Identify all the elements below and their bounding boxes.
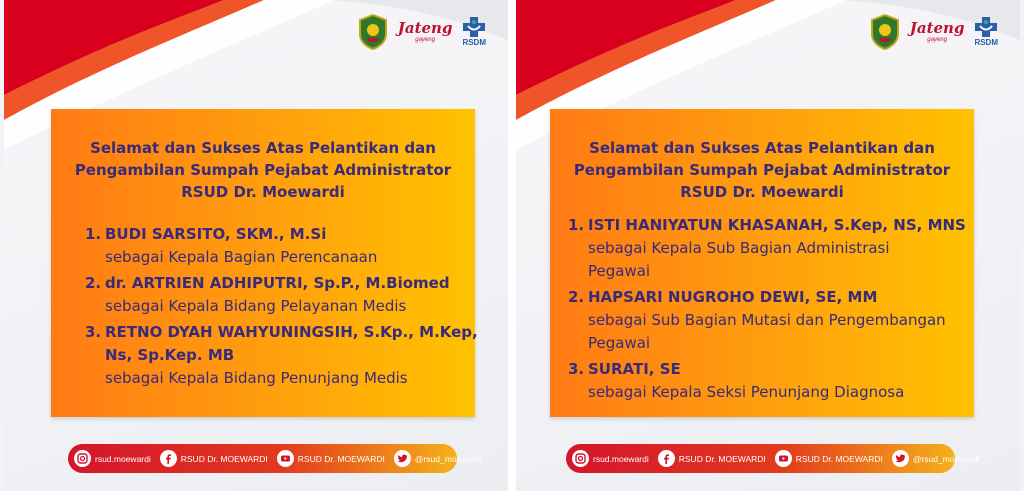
heading-line: Pengambilan Sumpah Pejabat Administrator bbox=[74, 161, 452, 179]
item-number: 2. bbox=[568, 288, 585, 306]
facebook-icon bbox=[160, 450, 177, 467]
list-item bbox=[85, 321, 478, 390]
facebook-page: RSUD Dr. MOEWARDI bbox=[678, 453, 766, 464]
appointee-role: sebagai Kepala Bidang Pelayanan Medis bbox=[105, 297, 407, 315]
announcement-heading bbox=[550, 137, 974, 203]
facebook-page: RSUD Dr. MOEWARDI bbox=[180, 453, 268, 464]
item-number: 2. bbox=[85, 274, 102, 292]
social-twitter[interactable] bbox=[892, 450, 980, 467]
social-facebook[interactable] bbox=[160, 450, 268, 467]
instagram-icon bbox=[572, 450, 589, 467]
rsdm-logo-text: RSDM bbox=[974, 38, 998, 47]
appointee-name: HAPSARI NUGROHO DEWI, SE, MM bbox=[588, 288, 878, 306]
rsdm-logo bbox=[462, 17, 486, 47]
appointee-name-continued: Ns, Sp.Kep. MB bbox=[105, 346, 235, 364]
social-media-bar bbox=[68, 444, 482, 473]
twitter-handle: @rsud_moewardi bbox=[912, 453, 980, 464]
central-java-emblem-icon bbox=[870, 14, 900, 50]
header-logos bbox=[870, 14, 998, 50]
list-item bbox=[568, 358, 964, 404]
jateng-gayeng-logo bbox=[398, 21, 453, 43]
youtube-channel: RSUD Dr. MOEWARDI bbox=[297, 453, 385, 464]
central-java-emblem-icon bbox=[358, 14, 388, 50]
congratulation-box bbox=[550, 109, 974, 417]
appointee-name: ISTI HANIYATUN KHASANAH, S.Kep, NS, MNS bbox=[588, 216, 966, 234]
heading-line: RSUD Dr. Moewardi bbox=[680, 183, 844, 201]
twitter-icon bbox=[394, 450, 411, 467]
appointee-name: dr. ARTRIEN ADHIPUTRI, Sp.P., M.Biomed bbox=[105, 274, 450, 292]
social-youtube[interactable] bbox=[775, 450, 883, 467]
social-instagram[interactable] bbox=[74, 450, 151, 467]
rsdm-emblem-icon bbox=[463, 17, 485, 37]
jateng-logo-text: Jateng bbox=[397, 19, 453, 37]
jateng-gayeng-logo bbox=[910, 21, 965, 43]
announcement-panel-left bbox=[4, 0, 508, 491]
heading-line: Selamat dan Sukses Atas Pelantikan dan bbox=[589, 139, 935, 157]
congratulation-box bbox=[51, 109, 478, 417]
list-item bbox=[85, 272, 465, 318]
item-number: 3. bbox=[568, 360, 585, 378]
social-instagram[interactable] bbox=[572, 450, 649, 467]
panel-divider bbox=[508, 0, 516, 491]
appointee-role-continued: Pegawai bbox=[588, 262, 651, 280]
appointee-role: sebagai Kepala Bidang Penunjang Medis bbox=[105, 369, 408, 387]
instagram-icon bbox=[74, 450, 91, 467]
instagram-handle: rsud.moewardi bbox=[593, 453, 649, 464]
heading-line: Pengambilan Sumpah Pejabat Administrator bbox=[573, 161, 951, 179]
appointee-name: RETNO DYAH WAHYUNINGSIH, S.Kp., M.Kep, bbox=[105, 323, 478, 341]
appointee-name: BUDI SARSITO, SKM., M.Si bbox=[105, 225, 327, 243]
twitter-icon bbox=[892, 450, 909, 467]
jateng-logo-text: Jateng bbox=[909, 19, 965, 37]
header-logos bbox=[358, 14, 486, 50]
twitter-handle: @rsud_moewardi bbox=[414, 453, 482, 464]
rsdm-logo bbox=[974, 17, 998, 47]
youtube-icon bbox=[775, 450, 792, 467]
appointee-role-continued: Pegawai bbox=[588, 334, 651, 352]
heading-line: RSUD Dr. Moewardi bbox=[181, 183, 345, 201]
heading-line: Selamat dan Sukses Atas Pelantikan dan bbox=[90, 139, 436, 157]
instagram-handle: rsud.moewardi bbox=[95, 453, 151, 464]
appointee-role: sebagai Sub Bagian Mutasi dan Pengembangan bbox=[588, 311, 946, 329]
list-item bbox=[568, 214, 964, 283]
appointee-role: sebagai Kepala Bagian Perencanaan bbox=[105, 248, 378, 266]
facebook-icon bbox=[658, 450, 675, 467]
social-twitter[interactable] bbox=[394, 450, 482, 467]
appointee-list bbox=[568, 214, 964, 407]
rsdm-emblem-icon bbox=[975, 17, 997, 37]
appointee-role: sebagai Kepala Sub Bagian Administrasi bbox=[588, 239, 890, 257]
social-facebook[interactable] bbox=[658, 450, 766, 467]
youtube-icon bbox=[277, 450, 294, 467]
youtube-channel: RSUD Dr. MOEWARDI bbox=[795, 453, 883, 464]
item-number: 3. bbox=[85, 323, 102, 341]
rsdm-logo-text: RSDM bbox=[462, 38, 486, 47]
social-youtube[interactable] bbox=[277, 450, 385, 467]
announcement-panel-right bbox=[516, 0, 1020, 491]
appointee-role: sebagai Kepala Seksi Penunjang Diagnosa bbox=[588, 383, 905, 401]
jateng-logo-tagline: gayeng bbox=[927, 37, 947, 43]
appointee-list bbox=[85, 223, 478, 393]
jateng-logo-tagline: gayeng bbox=[415, 37, 435, 43]
social-media-bar bbox=[566, 444, 980, 473]
item-number: 1. bbox=[568, 216, 585, 234]
item-number: 1. bbox=[85, 225, 102, 243]
appointee-name: SURATI, SE bbox=[588, 360, 681, 378]
list-item bbox=[85, 223, 465, 269]
announcement-heading bbox=[51, 137, 475, 203]
list-item bbox=[568, 286, 964, 355]
